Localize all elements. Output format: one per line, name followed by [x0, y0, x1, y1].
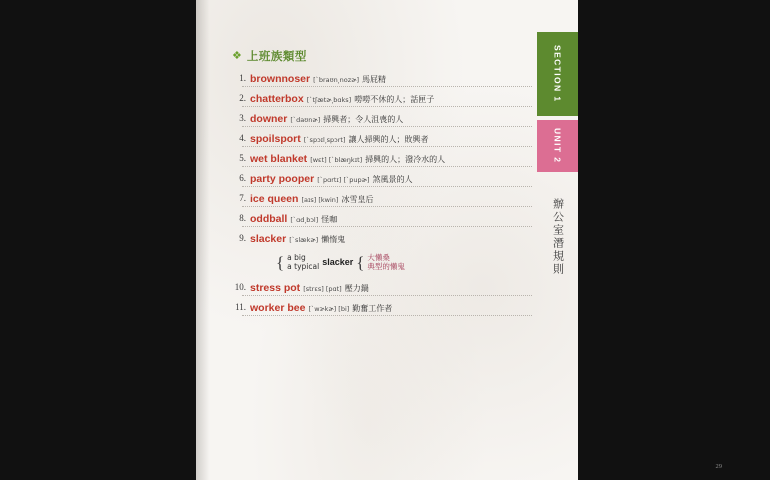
- entry-number: 6.: [239, 173, 246, 183]
- page-content: [232, 48, 532, 322]
- entry-gloss: 嘮嘮不休的人；話匣子: [354, 95, 435, 104]
- entry-dotted-rule: [242, 126, 532, 127]
- entry-phonetic: [ˋbraʊn͵nozɚ]: [313, 76, 359, 84]
- entry-phonetic: [ˋtʃætɚ͵bɑks]: [306, 96, 352, 104]
- right-option: 大懶桑: [367, 253, 390, 262]
- entry-dotted-rule: [242, 86, 532, 87]
- entry-gloss: 掃興者；令人沮喪的人: [323, 115, 404, 124]
- entry-gloss: 讓人掃興的人；敗興者: [348, 135, 429, 144]
- right-options: [367, 253, 405, 272]
- entry-number: 8.: [239, 213, 246, 223]
- entry-dotted-rule: [242, 106, 532, 107]
- chinese-unit-title-label: 辦公室潛規則: [551, 198, 565, 276]
- vocab-entry: [232, 133, 532, 147]
- vocab-entry: [232, 213, 532, 227]
- entry-dotted-rule: [242, 146, 532, 147]
- right-brace: {: [356, 252, 365, 272]
- entry-phonetic: [ˋdaʊnɚ]: [290, 116, 321, 124]
- entry-gloss: 掃興的人；潑冷水的人: [365, 155, 446, 164]
- diagram-headword: slacker: [322, 257, 354, 268]
- entry-number: 1.: [239, 73, 246, 83]
- chinese-unit-title: [537, 182, 578, 292]
- entry-gloss: 懶惰鬼: [321, 235, 346, 244]
- entry-gloss: 煞風景的人: [372, 175, 413, 184]
- entry-word: downer: [250, 113, 288, 125]
- entry-phonetic: [ˋslækɚ]: [289, 236, 319, 244]
- entry-number: 3.: [239, 113, 246, 123]
- entry-gloss: 馬屁精: [361, 75, 386, 84]
- entry-number: 5.: [239, 153, 246, 163]
- vocab-entry: [232, 173, 532, 187]
- vocab-entry: [232, 153, 532, 167]
- entry-phonetic: [ˋspɔɪl͵spɔrt]: [303, 136, 346, 144]
- unit-tab-label: UNIT 2: [552, 128, 563, 164]
- vocab-entry: [232, 193, 532, 207]
- left-brace: {: [276, 252, 285, 272]
- entry-word: slacker: [250, 233, 287, 245]
- clover-icon: ❖: [232, 49, 242, 62]
- entry-dotted-rule: [242, 295, 532, 296]
- page-number: 29: [715, 463, 722, 470]
- vocab-entry: [232, 282, 532, 296]
- entry-phonetic: [ˋɑd͵bɔl]: [290, 216, 319, 224]
- entry-phonetic: [aɪs] [kwin]: [301, 196, 339, 204]
- section-heading: [232, 48, 532, 64]
- entry-word: worker bee: [250, 301, 306, 314]
- section-tab[interactable]: [537, 32, 578, 116]
- entry-word: party pooper: [250, 173, 315, 185]
- entry-gloss: 勤奮工作者: [352, 303, 393, 313]
- entry-phonetic: [wɛt] [ˋblæŋkɪt]: [310, 156, 363, 164]
- right-option: 典型的懶鬼: [367, 262, 405, 272]
- entry-dotted-rule: [242, 206, 532, 207]
- side-tab-column: [537, 0, 578, 480]
- unit-tab[interactable]: [537, 120, 578, 172]
- entry-number: 7.: [239, 193, 246, 203]
- entry-dotted-rule: [242, 226, 532, 227]
- entry-word: stress pot: [250, 281, 301, 294]
- entry-word: brownnoser: [250, 73, 311, 85]
- entry-word: wet blanket: [250, 153, 308, 165]
- entry-number: 4.: [239, 133, 246, 143]
- entry-dotted-rule: [242, 186, 532, 187]
- entry-dotted-rule: [242, 315, 532, 316]
- entry-phonetic: [ˋwɝkɚ] [bi]: [308, 304, 350, 313]
- vocab-entry: [232, 73, 532, 87]
- vocab-entry: [232, 302, 532, 316]
- left-option: a big: [287, 253, 306, 262]
- entry-dotted-rule: [242, 166, 532, 167]
- entry-number: 9.: [239, 233, 246, 243]
- entry-phonetic: [strɛs] [pɑt]: [303, 284, 342, 293]
- left-options: [287, 253, 319, 272]
- entry-number: 11.: [235, 301, 246, 312]
- entry-phonetic: [ˋpɑrtɪ] [ˋpupɚ]: [317, 176, 370, 184]
- entry-gloss: 壓力鍋: [344, 283, 369, 293]
- section-tab-label: SECTION 1: [552, 45, 563, 103]
- vocab-entry: [232, 113, 532, 127]
- entry-gloss: 怪咖: [321, 215, 338, 224]
- vocab-entry: [232, 233, 532, 247]
- entry-word: oddball: [250, 213, 288, 225]
- entry-number: 10.: [234, 281, 246, 292]
- entry-word: chatterbox: [250, 93, 304, 105]
- entry-number: 2.: [239, 93, 246, 103]
- entry-gloss: 冰雪皇后: [341, 195, 374, 204]
- entry-word: spoilsport: [250, 133, 301, 145]
- left-option: a typical: [287, 262, 320, 272]
- vocab-entry: [232, 93, 532, 107]
- entry-word: ice queen: [250, 193, 299, 205]
- section-heading-label: 上班族類型: [246, 49, 307, 63]
- collocation-diagram: [276, 253, 532, 272]
